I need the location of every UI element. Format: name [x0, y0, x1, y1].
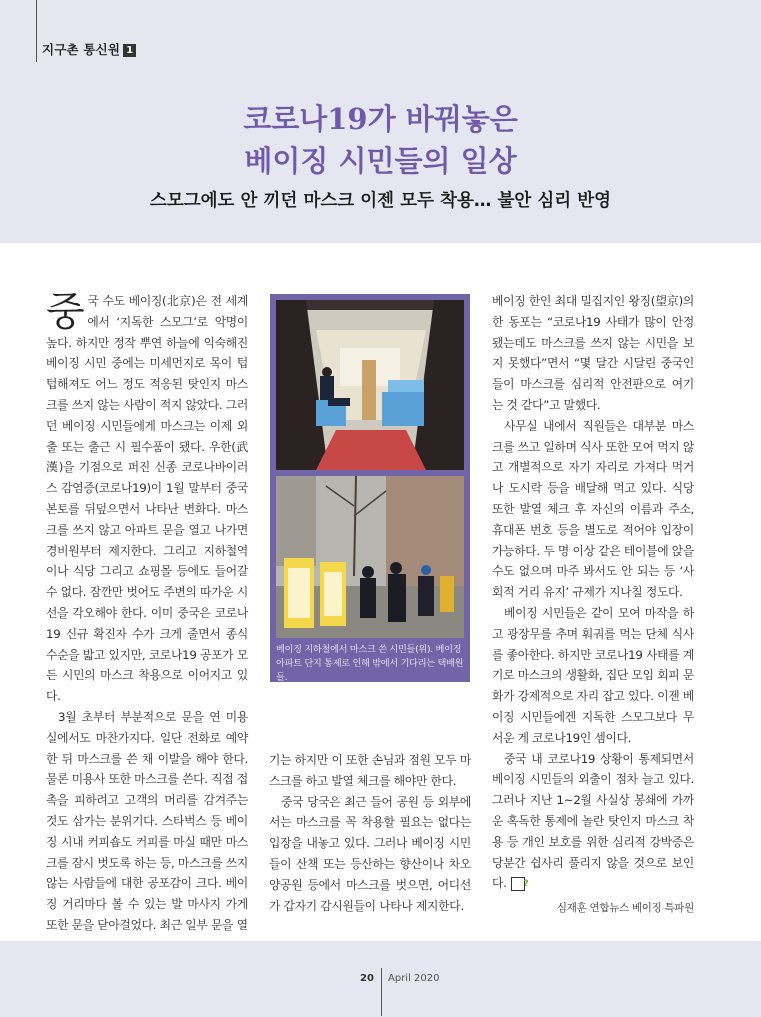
article-column-1 [46, 291, 248, 936]
footer-divider [381, 968, 382, 1016]
paragraph: 중국 내 코로나19 상황이 통제되면서 베이징 시민들의 외출이 점차 늘고 있다. 그러나 지난 1~2월 사실상 봉쇄에 가까운 혹독한 통제에 놀란 탓인지 마스크 착용 등 개인 보호를 위한 심리적 강박증은 당분간 쉽사리 풀리지 않을 것으로 보인다. ? [492, 751, 694, 891]
photo-box [270, 294, 470, 682]
byline: 심재훈 연합뉴스 베이징 특파원 [556, 902, 694, 915]
article-column-2 [269, 750, 471, 916]
delivery-photo [276, 476, 464, 638]
paragraph: 중국 수도 베이징(北京)은 전 세계에서 ‘지독한 스모그’로 악명이 높다. 하지만 정작 뿌연 하늘에 익숙해진 베이징 시민 중에는 미세먼지로 목이 텁텁해져도 어느 정도 적응된 탓인지 마스크를 쓰지 않는 사람이 적지 않았다. 그러던 베이징 시민들에게 마스크는 이제 외출 또는 출근 시 필수품이 됐다. 우한(武漢)을 기점으로 퍼진 신종 코로나바이러스 감염증(코로나19)이 1월 말부터 중국 본토를 뒤덮으면서 나타난 변화다. 마스크를 쓰지 않고 아파트 문을 열고 나가면 경비원부터 제지한다. 그리고 지하철역이나 식당 그리고 쇼핑몰 등에도 들어갈 수 없다. 잠깐만 벗어도 주변의 따가운 시선을 각오해야 한다. 이미 중국은 코로나19 신규 확진자 수가 크게 줄면서 종식 수순을 밟고 있지만, 코로나19 공포가 모든 시민의 마스크 착용으로 이어지고 있다. [46, 289, 248, 704]
subway-photo [276, 300, 464, 470]
paragraph: 베이징 시민들은 같이 모여 마작을 하고 광장무를 추며 훠궈를 먹는 단체 식사를 좋아한다. 하지만 코로나19 사태를 계기로 마스크의 생활화, 집단 모임 회피 문화가 강제적으로 자리 잡고 있다. 이젠 베이징 시민들에겐 지독한 스모그보다 무서운 게 코로나19인 셈이다. [492, 605, 694, 745]
section-number: 1 [123, 44, 136, 57]
paragraph: 3월 초부터 부분적으로 문을 연 미용실에서도 마찬가지다. 일단 전화로 예약한 뒤 마스크를 쓴 채 이발을 해야 한다. 물론 미용사 또한 마스크를 쓴다. 직접 접촉을 피하려고 고객의 머리를 감겨주는 것도 삼가는 분위기다. 스타벅스 등 베이징 시내 커피숍도 커피를 마실 때만 마스크를 잠시 벗도록 하는 등, 마스크를 쓰지 않는 사람들에 대한 공포감이 크다. 베이징 거리마다 볼 수 있는 발 마사지 가게 또한 문을 닫아걸었다. 최근 일부 문을 열 [46, 709, 248, 932]
paragraph: 베이징 한인 최대 밀집지인 왕징(望京)의 한 동포는 “코로나19 사태가 많이 안정됐는데도 마스크를 쓰지 않는 시민을 보지 못했다”면서 “몇 달간 시달린 중국인들이 마스크를 심리적 안전판으로 여기는 것 같다”고 말했다. [492, 294, 694, 412]
photo-caption: 베이징 지하철에서 마스크 쓴 시민들(위). 베이징 아파트 단지 통제로 인해 밖에서 기다리는 택배원들. [276, 644, 464, 683]
article-column-3 [492, 291, 694, 919]
paragraph: 기는 하지만 이 또한 손님과 점원 모두 마스크를 하고 발열 체크를 해야만 한다. [269, 753, 471, 788]
section-label [42, 40, 136, 58]
end-mark-icon: ? [511, 877, 525, 891]
section-rule [36, 0, 37, 62]
paragraph: 중국 당국은 최근 들어 공원 등 외부에서는 마스크를 꼭 착용할 필요는 없다는 입장을 내놓고 있다. 그러나 베이징 시민들이 산책 또는 등산하는 향산이나 차오양공원 등에서 마스크를 벗으면, 어디선가 갑자기 감시원들이 나타나 제지한다. [269, 794, 471, 913]
section-label-text: 지구촌 통신원 [42, 42, 121, 57]
article-title-line2: 베이징 시민들의 일상 [244, 144, 517, 178]
dropcap: 중 [46, 289, 85, 335]
paragraph: 사무실 내에서 직원들은 대부분 마스크를 쓰고 일하며 식사 또한 모여 먹지 않고 개별적으로 자기 자리로 가져다 먹거나 도시락 등을 배달해 먹고 있다. 식당 또한 발열 체크 후 자신의 이름과 주소, 휴대폰 번호 등을 별도로 적어야 입장이 가능하다. 두 명 이상 같은 테이블에 앉을 수도 없으며 마주 봐서도 안 되는 등 ‘사회적 거리 유지’ 규제가 지나칠 정도다. [492, 418, 694, 600]
article-subtitle: 스모그에도 안 끼던 마스크 이젠 모두 착용… 불안 심리 반영 [149, 191, 612, 211]
page-number: 20 [360, 973, 374, 984]
issue-date: April 2020 [388, 973, 440, 984]
article-title-line1: 코로나19가 바꿔놓은 [243, 102, 518, 136]
